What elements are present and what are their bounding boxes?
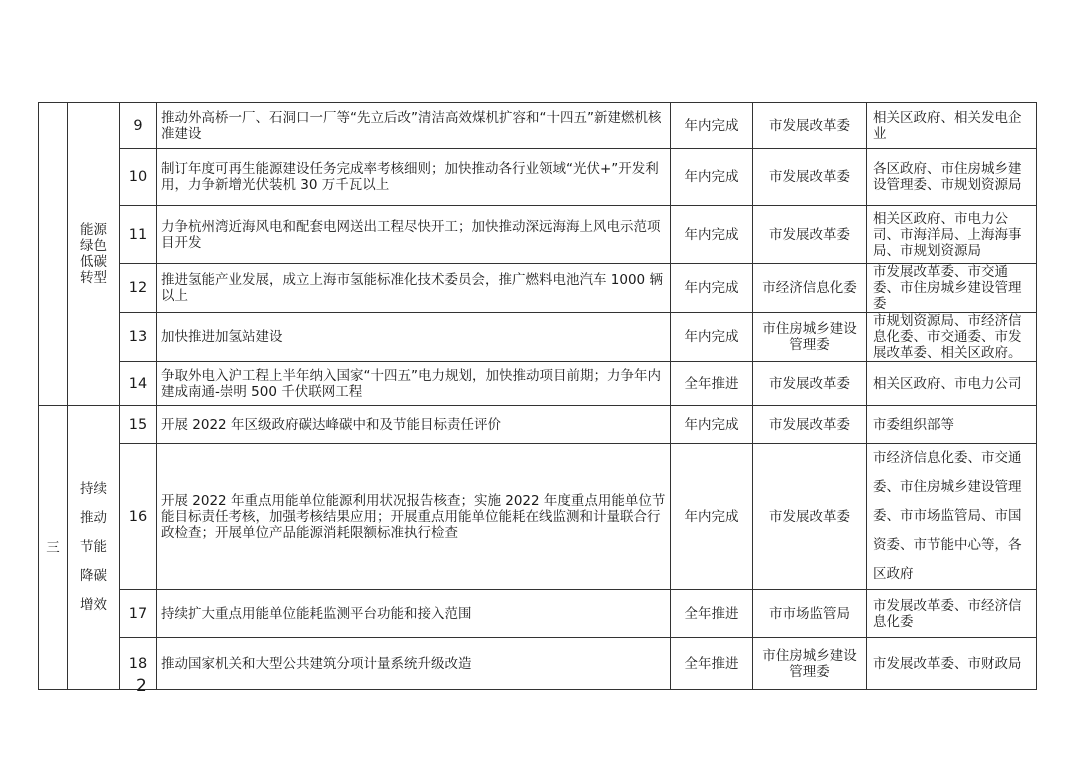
time-cell: 年内完成 (671, 103, 753, 149)
page-number: 2 (136, 676, 147, 696)
coop-dept-cell: 各区政府、市住房城乡建设管理委、市规划资源局 (867, 149, 1037, 206)
table-row (39, 590, 1037, 638)
coop-dept-cell: 市规划资源局、市经济信息化委、市交通委、市发展改革委、相关区政府。 (867, 313, 1037, 362)
time-cell: 全年推进 (671, 590, 753, 638)
time-cell: 年内完成 (671, 206, 753, 264)
coop-dept-cell: 市经济信息化委、市交通委、市住房城乡建设管理委、市市场监管局、市国资委、市节能中心等，各区政府 (867, 444, 1037, 590)
category-line: 推动 (80, 510, 107, 526)
time-cell: 全年推进 (671, 638, 753, 690)
time-cell: 年内完成 (671, 444, 753, 590)
category-line: 增效 (80, 597, 107, 613)
task-cell: 加快推进加氢站建设 (157, 313, 671, 362)
row-number: 11 (120, 206, 157, 264)
table-row (39, 638, 1037, 690)
section-number-cell (39, 103, 68, 406)
task-cell: 持续扩大重点用能单位能耗监测平台功能和接入范围 (157, 590, 671, 638)
category-line: 转型 (80, 270, 107, 286)
row-number: 14 (120, 362, 157, 406)
time-cell: 年内完成 (671, 313, 753, 362)
coop-dept-cell: 相关区政府、市电力公司、市海洋局、上海海事局、市规划资源局 (867, 206, 1037, 264)
task-cell: 制订年度可再生能源建设任务完成率考核细则；加快推动各行业领域“光伏+”开发利用，力争新增光伏装机 30 万千瓦以上 (157, 149, 671, 206)
lead-dept-cell: 市发展改革委 (753, 444, 867, 590)
row-number: 16 (120, 444, 157, 590)
lead-dept-cell: 市住房城乡建设管理委 (753, 313, 867, 362)
table-row (39, 149, 1037, 206)
lead-dept-cell: 市经济信息化委 (753, 264, 867, 313)
task-cell: 争取外电入沪工程上半年纳入国家“十四五”电力规划，加快推动项目前期；力争年内建成南通-崇明 500 千伏联网工程 (157, 362, 671, 406)
lead-dept-cell: 市发展改革委 (753, 362, 867, 406)
row-number: 15 (120, 406, 157, 444)
section-number-cell: 三 (39, 406, 68, 690)
time-cell: 年内完成 (671, 149, 753, 206)
row-number: 17 (120, 590, 157, 638)
table-row (39, 406, 1037, 444)
coop-dept-cell: 相关区政府、相关发电企业 (867, 103, 1037, 149)
coop-dept-cell: 市发展改革委、市交通委、市住房城乡建设管理委 (867, 264, 1037, 313)
row-number: 10 (120, 149, 157, 206)
coop-dept-cell: 市发展改革委、市财政局 (867, 638, 1037, 690)
row-number: 12 (120, 264, 157, 313)
lead-dept-cell: 市市场监管局 (753, 590, 867, 638)
category-line: 节能 (80, 539, 107, 555)
row-number: 9 (120, 103, 157, 149)
time-cell: 年内完成 (671, 264, 753, 313)
time-cell: 年内完成 (671, 406, 753, 444)
task-cell: 推动国家机关和大型公共建筑分项计量系统升级改造 (157, 638, 671, 690)
category-line: 降碳 (80, 568, 107, 584)
coop-dept-cell: 市发展改革委、市经济信息化委 (867, 590, 1037, 638)
category-line: 绿色 (80, 238, 107, 254)
table-row (39, 206, 1037, 264)
task-cell: 力争杭州湾近海风电和配套电网送出工程尽快开工；加快推动深远海海上风电示范项目开发 (157, 206, 671, 264)
table-row (39, 362, 1037, 406)
lead-dept-cell: 市住房城乡建设管理委 (753, 638, 867, 690)
table-row (39, 103, 1037, 149)
task-table (38, 102, 1037, 690)
task-cell: 推动外高桥一厂、石洞口一厂等“先立后改”清洁高效煤机扩容和“十四五”新建燃机核准建设 (157, 103, 671, 149)
coop-dept-cell: 市委组织部等 (867, 406, 1037, 444)
category-cell (68, 103, 120, 406)
category-cell (68, 406, 120, 690)
table-row (39, 264, 1037, 313)
table-row (39, 444, 1037, 590)
task-cell: 推进氢能产业发展，成立上海市氢能标准化技术委员会，推广燃料电池汽车 1000 辆以上 (157, 264, 671, 313)
category-line: 持续 (80, 481, 107, 497)
time-cell: 全年推进 (671, 362, 753, 406)
lead-dept-cell: 市发展改革委 (753, 206, 867, 264)
lead-dept-cell: 市发展改革委 (753, 149, 867, 206)
row-number: 18 (120, 638, 157, 690)
category-line: 能源 (80, 222, 107, 238)
table-row (39, 313, 1037, 362)
task-cell: 开展 2022 年区级政府碳达峰碳中和及节能目标责任评价 (157, 406, 671, 444)
lead-dept-cell: 市发展改革委 (753, 406, 867, 444)
coop-dept-cell: 相关区政府、市电力公司 (867, 362, 1037, 406)
lead-dept-cell: 市发展改革委 (753, 103, 867, 149)
row-number: 13 (120, 313, 157, 362)
category-line: 低碳 (80, 254, 107, 270)
task-cell: 开展 2022 年重点用能单位能源利用状况报告核查；实施 2022 年度重点用能单位节能目标责任考核，加强考核结果应用；开展重点用能单位能耗在线监测和计量联合行政检查；开展单位产品能源消耗限额标准执行检查 (157, 444, 671, 590)
